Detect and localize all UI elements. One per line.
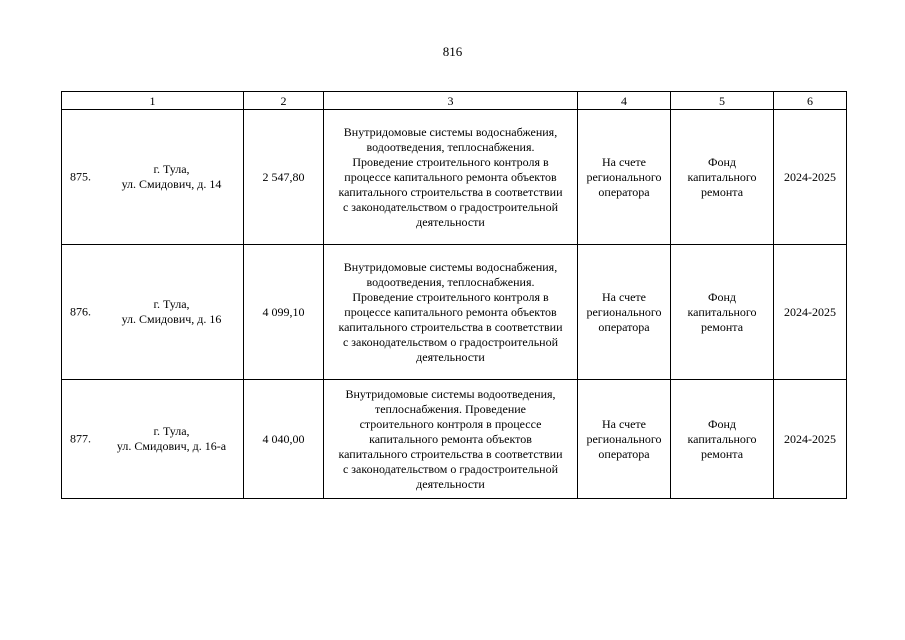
source-line: капитального [687,169,757,184]
works-table [61,91,847,499]
account-line: На счете [601,416,646,431]
account-line: регионального [586,431,662,446]
work-line: Внутридомовые системы водоотведения, [345,386,556,401]
column-header: 3 [324,92,578,110]
source-cell [671,110,774,245]
column-header: 6 [774,92,847,110]
work-line: с законодательством о градостроительной [342,334,559,349]
account-line: оператора [598,446,650,461]
account-line: регионального [586,304,662,319]
table-row [62,245,847,380]
period-cell: 2024-2025 [774,245,847,380]
address [104,162,239,192]
column-header: 4 [578,92,671,110]
address-line: ул. Смидович, д. 16-а [116,439,227,453]
source-line: Фонд [707,289,736,304]
work-line: Проведение строительного контроля в [352,289,549,304]
account-line: оператора [598,184,650,199]
column-header: 5 [671,92,774,110]
work-line: капитального строительства в соответствии [338,319,563,334]
work-line: строительного контроля в процессе [359,416,542,431]
work-line: Проведение строительного контроля в [352,154,549,169]
source-cell [671,380,774,499]
source-cell [671,245,774,380]
source-line: капитального [687,431,757,446]
source-line: ремонта [700,446,744,461]
account-line: оператора [598,319,650,334]
account-line: регионального [586,169,662,184]
cost-cell: 4 040,00 [244,380,324,499]
account-cell [578,380,671,499]
row-number: 877. [70,431,91,446]
address-cell [62,245,244,380]
address-line: ул. Смидович, д. 16 [121,312,222,326]
address-line: ул. Смидович, д. 14 [121,177,222,191]
period-cell: 2024-2025 [774,380,847,499]
work-description [324,245,578,380]
work-line: теплоснабжения. Проведение [374,401,526,416]
work-description [324,110,578,245]
work-description [324,380,578,499]
address-line: г. Тула, [153,424,190,438]
column-header: 2 [244,92,324,110]
work-line: капитального ремонта объектов [369,431,532,446]
table-row [62,380,847,499]
address [104,297,239,327]
work-line: процессе капитального ремонта объектов [344,304,557,319]
address-cell [62,110,244,245]
work-line: деятельности [416,214,485,229]
page-number: 816 [442,44,463,59]
work-line: процессе капитального ремонта объектов [344,169,557,184]
cost-cell: 2 547,80 [244,110,324,245]
work-line: водоотведения, теплоснабжения. [366,139,535,154]
work-line: Внутридомовые системы водоснабжения, [343,124,558,139]
source-line: ремонта [700,184,744,199]
account-cell [578,245,671,380]
table-header-row [62,92,847,110]
row-number: 876. [70,304,91,319]
row-number: 875. [70,169,91,184]
account-cell [578,110,671,245]
source-line: Фонд [707,416,736,431]
source-line: капитального [687,304,757,319]
work-line: с законодательством о градостроительной [342,461,559,476]
work-line: водоотведения, теплоснабжения. [366,274,535,289]
source-line: Фонд [707,154,736,169]
cost-cell: 4 099,10 [244,245,324,380]
work-line: Внутридомовые системы водоснабжения, [343,259,558,274]
period-cell: 2024-2025 [774,110,847,245]
address [104,424,239,454]
work-line: с законодательством о градостроительной [342,199,559,214]
account-line: На счете [601,154,646,169]
address-line: г. Тула, [153,162,190,176]
table-row [62,110,847,245]
work-line: капитального строительства в соответствии [338,446,563,461]
address-line: г. Тула, [153,297,190,311]
work-line: деятельности [416,476,485,491]
work-line: деятельности [416,349,485,364]
column-header: 1 [62,92,244,110]
work-line: капитального строительства в соответствии [338,184,563,199]
source-line: ремонта [700,319,744,334]
account-line: На счете [601,289,646,304]
address-cell [62,380,244,499]
